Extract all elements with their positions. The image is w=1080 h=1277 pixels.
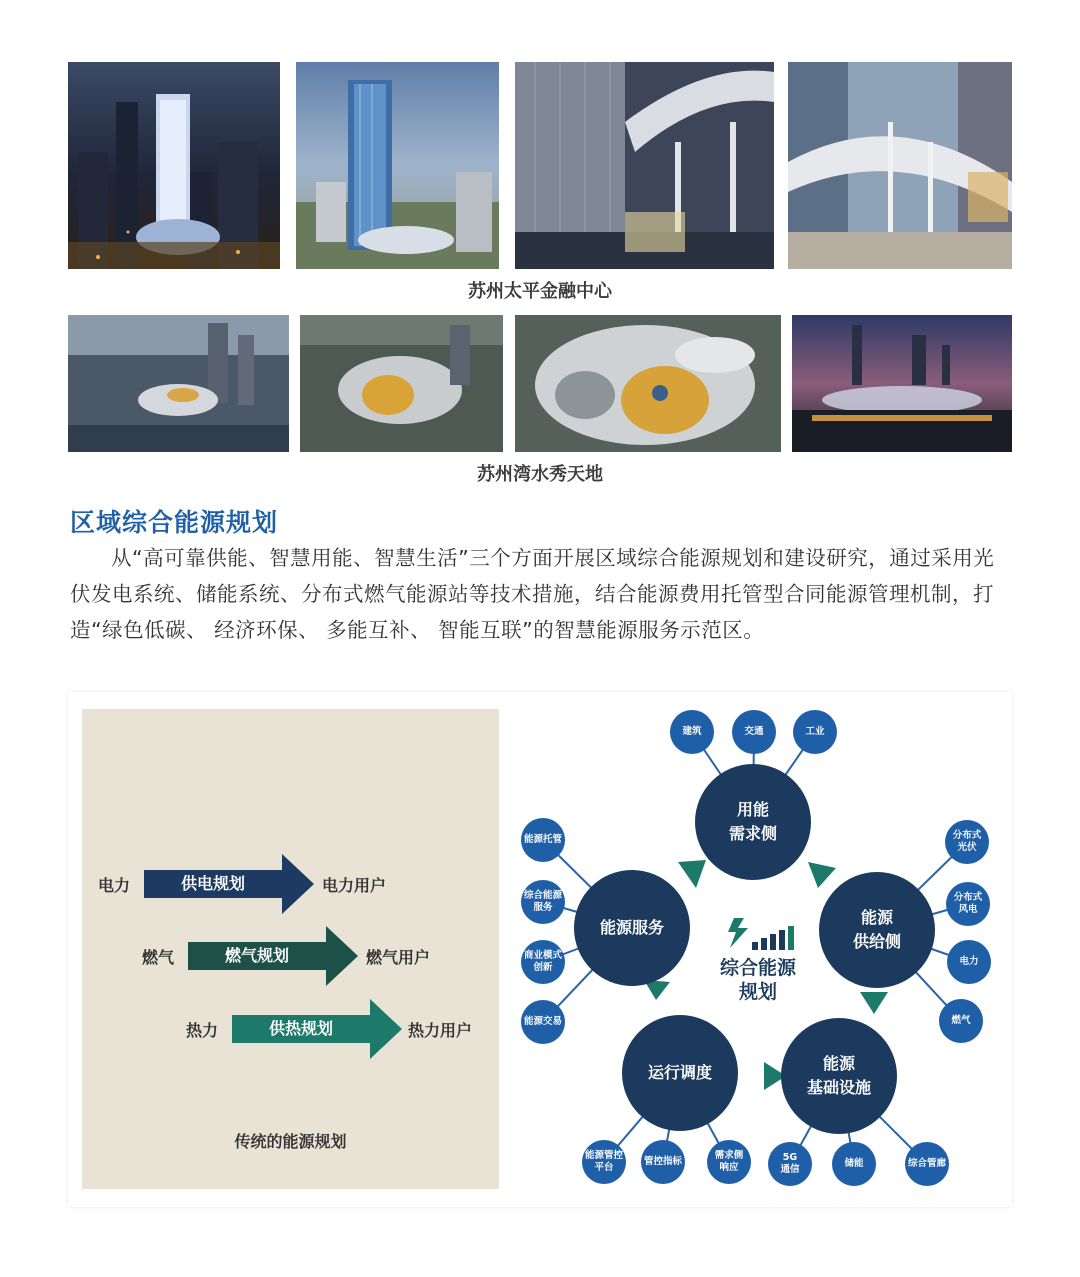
node-business-model-line1: 商业模式 (523, 950, 562, 961)
photo-night-skyline (792, 315, 1012, 452)
hub-supply (827, 906, 927, 954)
hub-demand-line2: 需求侧 (728, 824, 777, 843)
node-5g (765, 1152, 815, 1176)
photo-tower-night (68, 62, 280, 269)
node-distributed-pv-line2: 光伏 (957, 842, 977, 853)
photo-canopy-walkway (788, 62, 1012, 269)
trad-plan-label: 燃气规划 (224, 946, 289, 965)
node-utility-tunnel-line1: 综合管廊 (907, 1158, 946, 1169)
section-title: 区域综合能源规划 (70, 508, 279, 537)
hub-infra (789, 1052, 889, 1100)
node-gas-line1: 燃气 (951, 1015, 971, 1026)
trad-row-heat (82, 999, 499, 1059)
node-energy-trading-line1: 能源交易 (523, 1016, 562, 1027)
node-business-model-line2: 创新 (533, 962, 553, 973)
photo-mall-aerial (300, 315, 503, 452)
center-label-line2: 规划 (738, 981, 777, 1003)
node-integrated-service-line2: 服务 (533, 902, 553, 913)
hub-service (582, 916, 682, 940)
integrated-planning-network (508, 692, 1012, 1207)
node-storage-line1: 储能 (844, 1158, 864, 1169)
hub-demand-line1: 用能 (736, 800, 769, 819)
node-control-metrics (638, 1156, 688, 1168)
caption-mall: 苏州湾水秀天地 (477, 464, 603, 485)
node-distributed-wind-line1: 分布式 (953, 892, 983, 903)
center-label (703, 956, 813, 1004)
node-gas (936, 1015, 986, 1027)
node-distributed-pv (942, 830, 992, 854)
trad-source: 燃气 (142, 948, 175, 967)
node-energy-trading (518, 1016, 568, 1028)
node-distributed-pv-line1: 分布式 (952, 830, 982, 841)
node-storage (829, 1158, 879, 1170)
node-distributed-wind (943, 892, 993, 916)
trad-arrow (144, 854, 314, 914)
trad-user: 热力用户 (408, 1021, 473, 1040)
node-5g-line1: 5G (782, 1152, 798, 1163)
trad-arrow (188, 926, 358, 986)
hub-service-line1: 能源服务 (599, 918, 664, 937)
node-transport: 交通 (744, 726, 764, 737)
hub-infra-line2: 基础设施 (806, 1078, 871, 1097)
trad-arrow (232, 999, 402, 1059)
trad-plan-label: 供电规划 (180, 874, 245, 893)
node-control-metrics-line1: 管控指标 (643, 1156, 682, 1167)
node-building: 建筑 (682, 726, 702, 737)
node-industry: 工业 (805, 726, 825, 737)
center-label-line1: 综合能源 (719, 957, 796, 979)
trad-plan-label: 供热规划 (268, 1019, 333, 1038)
photo-canopy-street (515, 62, 774, 269)
hub-demand (703, 798, 803, 846)
photo-tower-day (296, 62, 499, 269)
hub-supply-line1: 能源 (860, 908, 893, 927)
photo-waterfront-aerial (68, 315, 289, 452)
hub-ops-line1: 运行调度 (647, 1063, 712, 1082)
node-demand-response-line1: 需求侧 (714, 1150, 744, 1161)
hub-ops (630, 1061, 730, 1085)
trad-row-gas (82, 926, 499, 986)
hub-infra-line1: 能源 (822, 1054, 855, 1073)
node-energy-custody-line1: 能源托管 (523, 834, 562, 845)
hub-supply-line2: 供给侧 (852, 932, 901, 951)
caption-tower: 苏州太平金融中心 (468, 281, 612, 302)
traditional-planning-panel (82, 709, 499, 1189)
trad-source: 电力 (98, 876, 131, 895)
node-control-platform-line2: 平台 (594, 1162, 614, 1173)
trad-caption: 传统的能源规划 (234, 1132, 347, 1151)
node-demand-response-line2: 响应 (719, 1162, 739, 1173)
section-body: 从“高可靠供能、智慧用能、智慧生活”三个方面开展区域综合能源规划和建设研究，通过采用光伏发电系统、储能系统、分布式燃气能源站等技术措施，结合能源费用托管型合同能源管理机制，打造“绿色低碳、 经济环保、 多能互补、 智能互联”的智慧能源服务示范区。 (70, 546, 995, 642)
trad-user: 燃气用户 (366, 948, 431, 967)
energy-planning-diagram (68, 692, 1012, 1207)
node-utility-tunnel (902, 1158, 952, 1170)
trad-user: 电力用户 (322, 876, 387, 895)
node-integrated-service-line1: 综合能源 (523, 890, 562, 901)
node-control-platform (579, 1150, 629, 1174)
node-business-model (518, 950, 568, 974)
node-electricity-line1: 电力 (959, 956, 979, 967)
node-energy-custody (518, 834, 568, 846)
node-electricity (944, 956, 994, 968)
trad-source: 热力 (186, 1021, 219, 1040)
trad-row-power (82, 854, 499, 914)
photo-dome-closeup (515, 315, 781, 452)
node-control-platform-line1: 能源管控 (584, 1150, 623, 1161)
node-distributed-wind-line2: 风电 (958, 904, 978, 915)
node-demand-response (704, 1150, 754, 1174)
node-integrated-service (518, 890, 568, 914)
node-5g-line2: 通信 (780, 1164, 800, 1175)
